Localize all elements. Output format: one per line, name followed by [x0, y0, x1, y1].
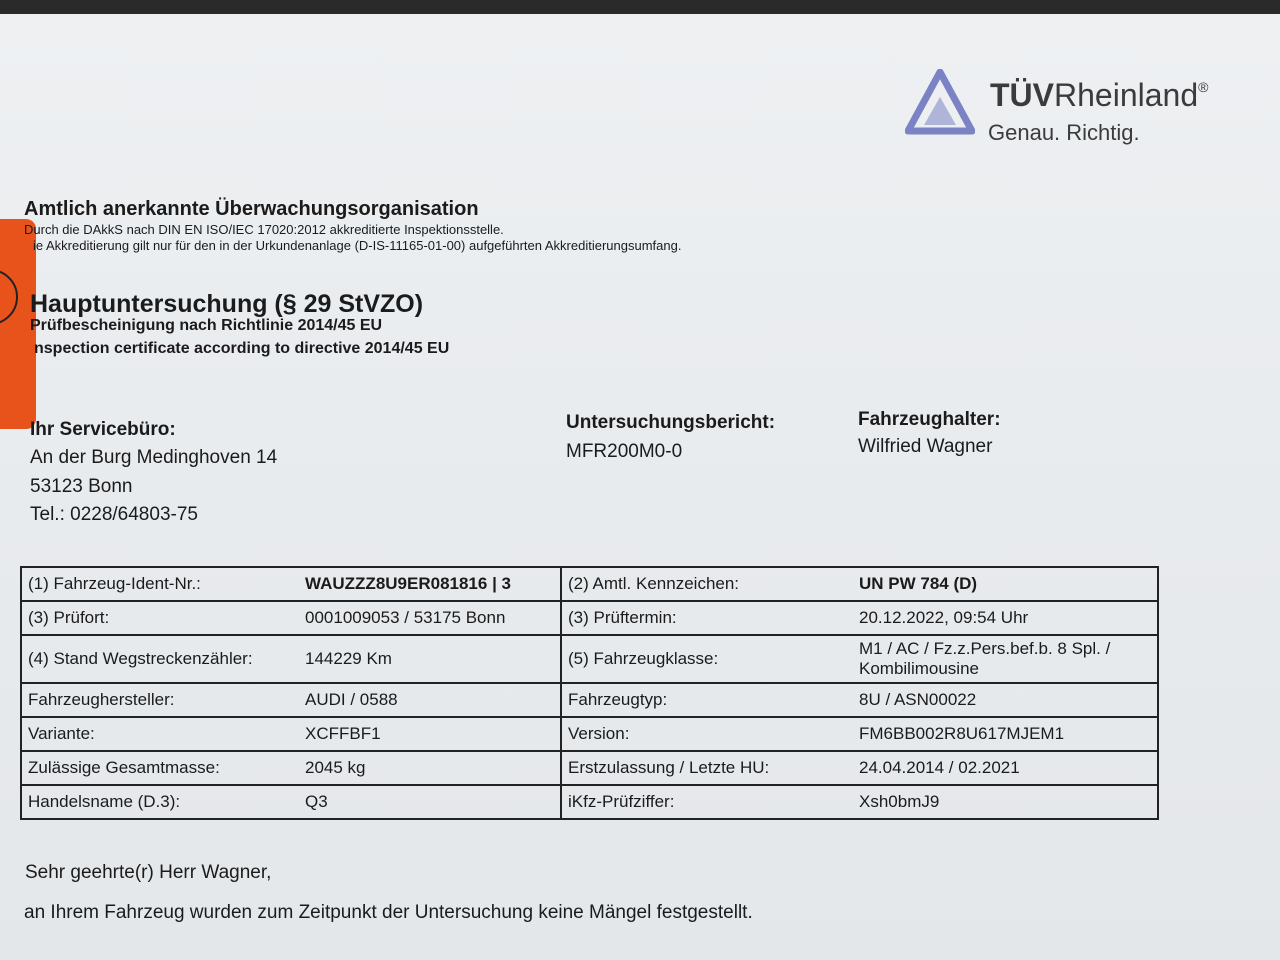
label-vehicle-type: Fahrzeugtyp: — [561, 683, 853, 717]
table-row — [21, 717, 1158, 751]
vehicle-data-table — [20, 566, 1159, 820]
letter-greeting: Sehr geehrte(r) Herr Wagner, — [25, 862, 272, 883]
table-row — [21, 567, 1158, 601]
accreditation-line-1: Durch die DAkkS nach DIN EN ISO/IEC 17020:2012 akkreditierte Inspektionsstelle. — [24, 222, 504, 237]
accreditation-line-2: ie Akkreditierung gilt nur für den in der Urkundenanlage (D-IS-11165-01-00) aufgeführten Akkreditierungsumfang. — [33, 238, 682, 253]
service-office-street: An der Burg Medinghoven 14 — [30, 447, 278, 468]
value-vehicle-class: M1 / AC / Fz.z.Pers.bef.b. 8 Spl. / Kombilimousine — [853, 635, 1158, 683]
label-ikfz-code: iKfz-Prüfziffer: — [561, 785, 853, 819]
label-vin: (1) Fahrzeug-Ident-Nr.: — [21, 567, 299, 601]
value-registration-dates: 24.04.2014 / 02.2021 — [853, 751, 1158, 785]
value-manufacturer: AUDI / 0588 — [299, 683, 561, 717]
table-row — [21, 635, 1158, 683]
subtitle-german: Prüfbescheinigung nach Richtlinie 2014/45 EU — [30, 317, 383, 334]
report-heading: Untersuchungsbericht: — [566, 412, 776, 433]
tuv-rheinland-logo — [905, 69, 1255, 164]
label-registration-dates: Erstzulassung / Letzte HU: — [561, 751, 853, 785]
brand-name: TÜVRheinland® — [990, 77, 1209, 113]
value-variant: XCFFBF1 — [299, 717, 561, 751]
label-odometer: (4) Stand Wegstreckenzähler: — [21, 635, 299, 683]
value-gross-mass: 2045 kg — [299, 751, 561, 785]
subtitle-english: nspection certificate according to directive 2014/45 EU — [34, 340, 450, 357]
value-ikfz-code: Xsh0bmJ9 — [853, 785, 1158, 819]
holder-heading: Fahrzeughalter: — [858, 409, 1001, 430]
label-plate: (2) Amtl. Kennzeichen: — [561, 567, 853, 601]
holder-name: Wilfried Wagner — [858, 436, 993, 457]
report-number: MFR200M0-0 — [566, 441, 683, 462]
service-office-phone: Tel.: 0228/64803-75 — [30, 504, 198, 525]
service-office-city: 53123 Bonn — [30, 476, 133, 497]
organization-title: Amtlich anerkannte Überwachungsorganisation — [24, 198, 479, 220]
label-vehicle-class: (5) Fahrzeugklasse: — [561, 635, 853, 683]
certificate-paper — [0, 14, 1280, 960]
label-variant: Variante: — [21, 717, 299, 751]
label-version: Version: — [561, 717, 853, 751]
value-plate: UN PW 784 (D) — [853, 567, 1158, 601]
value-version: FM6BB002R8U617MJEM1 — [853, 717, 1158, 751]
table-row — [21, 683, 1158, 717]
label-manufacturer: Fahrzeughersteller: — [21, 683, 299, 717]
letter-message: an Ihrem Fahrzeug wurden zum Zeitpunkt der Untersuchung keine Mängel festgestellt. — [24, 902, 753, 923]
value-test-date: 20.12.2022, 09:54 Uhr — [853, 601, 1158, 635]
table-row — [21, 785, 1158, 819]
triangle-logo-icon — [905, 69, 975, 139]
service-office-heading: Ihr Servicebüro: — [30, 419, 176, 440]
table-row — [21, 751, 1158, 785]
brand-tagline: Genau. Richtig. — [988, 120, 1140, 145]
document-title: Hauptuntersuchung (§ 29 StVZO) — [30, 290, 424, 318]
value-test-location: 0001009053 / 53175 Bonn — [299, 601, 561, 635]
value-vehicle-type: 8U / ASN00022 — [853, 683, 1158, 717]
value-trade-name: Q3 — [299, 785, 561, 819]
table-row — [21, 601, 1158, 635]
value-odometer: 144229 Km — [299, 635, 561, 683]
sticker-seal-icon — [0, 269, 18, 325]
label-trade-name: Handelsname (D.3): — [21, 785, 299, 819]
value-vin: WAUZZZ8U9ER081816 | 3 — [299, 567, 561, 601]
label-test-location: (3) Prüfort: — [21, 601, 299, 635]
label-gross-mass: Zulässige Gesamtmasse: — [21, 751, 299, 785]
label-test-date: (3) Prüftermin: — [561, 601, 853, 635]
